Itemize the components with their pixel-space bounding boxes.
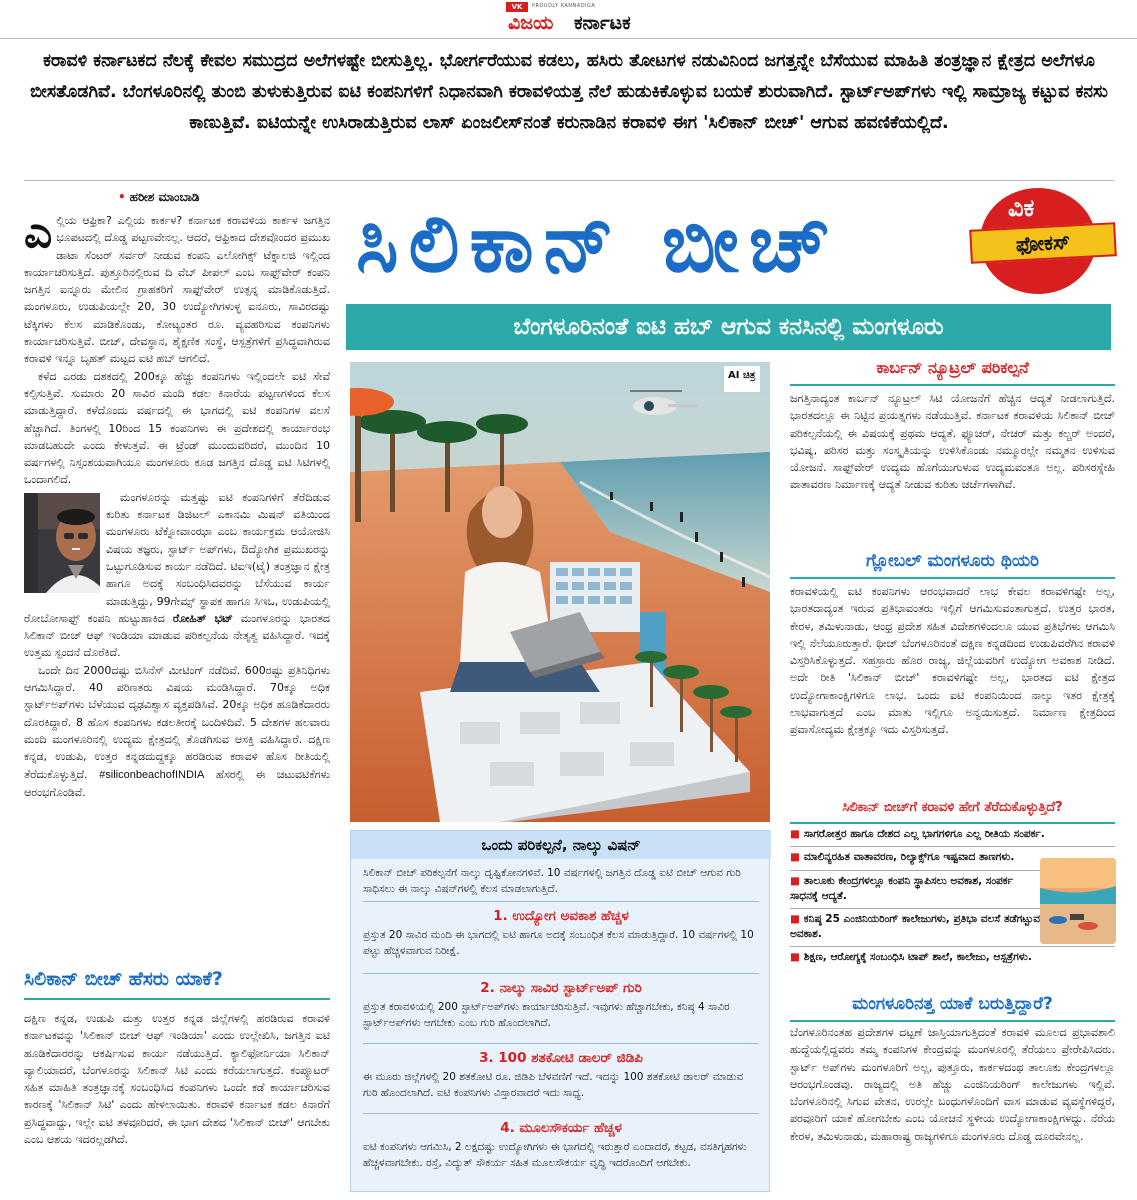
bullet-icon: ■ [790, 828, 800, 840]
vision-separator [363, 1113, 759, 1114]
vision-item-body: ಐಟಿ ಕಂಪನಿಗಳು ಆಗಮಿಸಿ, 2 ಲಕ್ಷದಷ್ಟು ಉದ್ಯೋಗಿಗಳು ಈ ಭಾಗದಲ್ಲಿ ಇರುತ್ತಾರೆ ಎಂದಾದರೆ, ಕಟ್ಟಡ, ವಸತಿಗೃಹಗಳು ಹೆಚ್ಚಳವಾಗಬೇಕು. ರಸ್ತೆ, ವಿದ್ಯುತ್ ಸೌಕರ್ಯ ಸಹಿತ ಮೂಲಸೌಕರ್ಯ ವೃದ್ಧಿ ಇದರೊಂದಿಗೆ ಆಗಬೇಕು. [363, 1141, 747, 1169]
article-paragraph-4 [24, 662, 330, 801]
lead-paragraph: ಕರಾವಳಿ ಕರ್ನಾಟಕದ ನೆಲಕ್ಕೆ ಕೇವಲ ಸಮುದ್ರದ ಅಲೆಗಳಷ್ಟೇ ಬೀಸುತ್ತಿಲ್ಲ. ಭೋರ್ಗರೆಯುವ ಕಡಲು, ಹಸಿರು ತೋಟಗಳ ನಡುವಿನಿಂದ ಜಗತ್ತನ್ನೇ ಬೆಸೆಯುವ ಮಾಹಿತಿ ತಂತ್ರಜ್ಞಾನ ಕ್ಷೇತ್ರದ ಅಲೆಗಳೂ ಬೀಸತೊಡಗಿವೆ. ಬೆಂಗಳೂರಿನಲ್ಲಿ ತುಂಬಿ ತುಳುಕುತ್ತಿರುವ ಐಟಿ ಕಂಪನಿಗಳಿಗೆ ನಿಧಾನವಾಗಿ ಕರಾವಳಿಯತ್ತ ನೆಲೆ ಹುಡುಕಿಕೊಳ್ಳುವ ಬಯಕೆ ಶುರುವಾಗಿದೆ. ಸ್ಟಾರ್ಟ್‌ಅಪ್‌ಗಳು ಇಲ್ಲಿ ಸಾಮ್ರಾಜ್ಯ ಕಟ್ಟುವ ಕನಸು ಕಾಣುತ್ತಿವೆ. ಐಟಿಯನ್ನೇ ಉಸಿರಾಡುತ್ತಿರುವ ಲಾಸ್ ಏಂಜಲೀಸ್‌ನಂತೆ ಕರುನಾಡಿನ ಕರಾವಳಿ ಈಗ 'ಸಿಲಿಕಾನ್ ಬೀಚ್' ಆಗುವ ಹವಣಿಕೆಯಲ್ಲಿದೆ. [30, 51, 1108, 133]
vision-item-title: 4. ಮೂಲಸೌಕರ್ಯ ಹೆಚ್ಚಳ [500, 1120, 622, 1136]
how-item-2-text: ಮಾಲಿನ್ಯರಹಿತ ವಾತಾವರಣ, ರಿಲ್ಯಾಕ್ಸ್‌ಗೂ ಇಷ್ಟವಾದ ತಾಣಗಳು. [803, 851, 1015, 863]
section-title-carbon: ಕಾರ್ಬನ್ ನ್ಯೂಟ್ರಲ್ ಪರಿಕಲ್ಪನೆ [876, 358, 1029, 377]
article-paragraph-2: ಕಳೆದ ಎರಡು ದಶಕದಲ್ಲಿ 200ಕ್ಕೂ ಹೆಚ್ಚು ಕಂಪನಿಗಳು ಇಲ್ಲಿಂದಲೇ ಐಟಿ ಸೇವೆ ಕಲ್ಪಿಸುತ್ತಿವೆ. ಸುಮಾರು 20 ಸಾವಿರ ಮಂದಿ ಕಡಲ ಕಿನಾರೆಯ ಪಟ್ಟಣಗಳಿಂದ ಕೆಲಸ ಮಾಡುತ್ತಿದ್ದಾರೆ. ಕಳೆದೊಂದು ವರ್ಷದಲ್ಲಿ ಈ ಭಾಗದಲ್ಲಿ ಐಟಿ ಕಂಪನಿಗಳ ವಲಸೆ ಹೆಚ್ಚಾಗಿದೆ. ತಿಂಗಳಲ್ಲಿ 10ರಿಂದ 15 ಕಂಪನಿಗಳು ಈ ಪ್ರದೇಶದಲ್ಲಿ ಕಾರ್ಯಾರಂಭ ಮಾಡಬಹುದೇ ಎಂದು ಕೇಳುತ್ತವೆ. ಈ ಟ್ರೆಂಡ್ ಮುಂದುವರಿದರೆ, ಮುಂದಿನ 10 ವರ್ಷಗಳಲ್ಲಿ ನಿಸ್ಸಂಶಯವಾಗಿಯೂ ಮಂಗಳೂರು ಕೂಡ ಜಗತ್ತಿನ ದೊಡ್ಡ ಐಟಿ ಸಿಟಿಗಳಲ್ಲಿ ಒಂದಾಗಲಿದೆ. [24, 369, 330, 487]
vision-item-4 [351, 1117, 771, 1171]
global-body: ಕರಾವಳಿಯಲ್ಲಿ ಐಟಿ ಕಂಪನಿಗಳು ಆರಂಭವಾದರೆ ಲಾಭ ಕೇವಲ ಕರಾವಳಿಗಷ್ಟೇ ಅಲ್ಲ, ಭಾರತದಾದ್ಯಂತ ಇರುವ ಪ್ರತಿಭಾವಂತರು ಇಲ್ಲಿಗೆ ಆಗಮಿಸುವಂತಾಗುತ್ತದೆ. ಉತ್ತರ ಭಾರತ, ಕೇರಳ, ತಮಿಳುನಾಡು, ಆಂಧ್ರ ಪ್ರದೇಶ ಸಹಿತ ವಿದೇಶಗಳಿಂದಲೂ ಯುವ ಪ್ರತಿಭೆಗಳು ಆಗಮಿಸಿ ಇಲ್ಲಿ ನೆಲೆಯೂರುತ್ತಾರೆ. ಥೀಚ್ ಬೆಂಗಳೂರಿನಂತೆ ದಕ್ಷಿಣ ಕನ್ನಡದಿಂದ ಉಡುಪಿವರೆಗಿನ ಕರಾವಳಿ ವಿಸ್ತರಿಸಿಕೊಳ್ಳುತ್ತದೆ. ಸಹಸ್ರಾರು ಹೊರ ರಾಜ್ಯ, ಜಿಲ್ಲೆಯವರಿಗೆ ಉದ್ಯೋಗ ಅವಕಾಶ ನೀಡಿದೆ. ಅದೇ ರೀತಿ 'ಸಿಲಿಕಾನ್ ಬೀಚ್' ಕರಾವಳಿಗಷ್ಟೇ ಅಲ್ಲ, ಭಾರತದ ಐಟಿ ಕ್ಷೇತ್ರದ ಉದ್ಯೋಗಾಕಾಂಕ್ಷಿಗಳಿಗೂ ಲಾಭ. ಒಂದು ಐಟಿ ಕಂಪನಿಯಿಂದ ನಾಲ್ಕು ಇತರ ಕ್ಷೇತ್ರಕ್ಕೆ ಲಾಭವಾಗುತ್ತದೆ ಎಂಬ ಮಾತು ಇಲ್ಲಿಗೂ ಅನ್ವಯಿಸುತ್ತದೆ. ನಿರ್ಮಾಣ ಕ್ಷೇತ್ರದಿಂದ ಪ್ರವಾಸೋದ್ಯಮ ಕ್ಷೇತ್ರಕ್ಕೂ ಇದು ವಿಸ್ತರಿಸುತ್ತದೆ. [790, 585, 1115, 737]
how-item-4-text: ಕನಿಷ್ಠ 25 ಎಂಜಿನಿಯರಿಂಗ್ ಕಾಲೇಜುಗಳು, ಪ್ರತಿಭಾ ವಲಸೆ ತಡೆಗಟ್ಟುವ ಅವಕಾಶ. [790, 913, 1040, 940]
how-item-1-text: ಸಾಗರೋತ್ತರ ಹಾಗೂ ದೇಶದ ಎಲ್ಲ ಭಾಗಗಳಿಗೂ ಎಲ್ಲ ರೀತಿಯ ಸಂಪರ್ಕ. [803, 828, 1045, 840]
vision-item-3 [351, 1047, 771, 1101]
hashtag: #siliconbeachofINDIA [99, 768, 205, 781]
article-paragraph-3-tail: ಮಂಗಳೂರನ್ನು ಭಾರತದ ಸಿಲಿಕಾನ್ ಬೀಚ್ ಆಫ್ ಇಂಡಿಯಾ ಮಾಡುವ ಪರಿಕಲ್ಪನೆಯ ನೇತೃತ್ವ ವಹಿಸಿದ್ದಾರೆ. ಇದಕ್ಕೆ ಉತ್ತಮ ಸ್ಪಂದನೆ ದೊರೆಕಿದೆ. [24, 611, 330, 660]
vision-item-1 [351, 905, 771, 959]
how-separator [790, 946, 1115, 947]
section-underline [24, 998, 330, 1000]
bullet-icon: ■ [790, 851, 800, 863]
author-photo [24, 493, 100, 593]
bullet-icon: ■ [790, 951, 800, 963]
article-paragraph-1 [24, 212, 330, 368]
article-paragraph-4-text: ಒಂದೇ ದಿನ 2000ದಷ್ಟು ಬಿಸಿನೆಸ್ ಮೀಟಿಂಗ್ ನಡೆದಿವೆ. 600ರಷ್ಟು ಪ್ರತಿನಿಧಿಗಳು ಆಗಮಿಸಿದ್ದಾರೆ. 40 ಪರಿಣತರು ವಿಷಯ ಮಂಡಿಸಿದ್ದಾರೆ. 70ಕ್ಕೂ ಅಧಿಕ ಸ್ಟಾರ್ಟ್‌ಅಪ್‌ಗಳು ಬೆಳೆಯುವ ದೃಢವಿಶ್ವಾಸ ವ್ಯಕ್ತಪಡಿಸಿವೆ. 20ಕ್ಕೂ ಅಧಿಕ ಹೂಡಿಕೆದಾರರು ದೊರಕಿದ್ದಾರೆ. 8 ಹೊಸ ಕಂಪನಿಗಳು ಕಡಲತೀರಕ್ಕೆ ಬಂದಿಳಿದಿವೆ. 5 ದೇಶಗಳ ಹಲವಾರು ಮಂದಿ ಮಂಗಳೂರಿನಲ್ಲಿ ಉದ್ಯಮ ಕ್ಷೇತ್ರದಲ್ಲಿ ತೊಡಗಿಸುವ ಆಸಕ್ತಿ ವಹಿಸಿದ್ದಾರೆ. ದಕ್ಷಿಣ ಕನ್ನಡ, ಉಡುಪಿ, ಉತ್ತರ ಕನ್ನಡದುದ್ದಕ್ಕೂ ಹರಡಿರುವ ಕರಾವಳಿ ಹೊಸ ರೀತಿಯಲ್ಲಿ ತೆರೆದುಕೊಳ್ಳುತ್ತಿದೆ. [24, 663, 330, 781]
vision-box-title: ಒಂದು ಪರಿಕಲ್ಪನೆ, ನಾಲ್ಕು ವಿಷನ್ [351, 831, 771, 859]
section-title-why: ಮಂಗಳೂರಿನತ್ತ ಯಾಕೆ ಬರುತ್ತಿದ್ದಾರೆ? [852, 994, 1053, 1014]
vision-item-body: ಪ್ರಸ್ತುತ ಕರಾವಳಿಯಲ್ಲಿ 200 ಸ್ಟಾರ್ಟ್‌ಅಪ್‌ಗಳು ಕಾರ್ಯಾಚರಿಸುತ್ತಿವೆ. ಇವುಗಳು ಹೆಚ್ಚಾಗಬೇಕು, ಕನಿಷ್ಠ 4 ಸಾವಿರ ಸ್ಟಾರ್ಟ್‌ಅಪ್‌ಗಳು ಆಗಬೇಕು ಎಂಬ ಗುರಿ ಹೊಂದಲಾಗಿದೆ. [363, 1001, 730, 1029]
bullet-icon: ■ [790, 913, 800, 925]
vision-separator [363, 973, 759, 974]
section-underline-how [790, 822, 1115, 824]
ai-image-tag: AI ಚಿತ್ರ [728, 370, 756, 381]
author-photo-image [38, 493, 100, 593]
section-underline-why [790, 1020, 1115, 1022]
left-column-article [24, 212, 330, 882]
why-body: ಬೆಂಗಳೂರಿನಂತಹ ಪ್ರದೇಶಗಳ ದಟ್ಟಣೆ ಜಾಸ್ತಿಯಾಗುತ್ತಿದಂತೆ ಕರಾವಳಿ ಮೂಲದ ಪ್ರಭಾವಶಾಲಿ ಹುದ್ದೆಯಲ್ಲಿದ್ದವರು ತಮ್ಮ ಕಂಪನಿಗಳ ಕೇಂದ್ರವನ್ನು ಮಂಗಳೂರಲ್ಲಿ ತೆರೆಯಲು ಪ್ರೇರೇಪಿಸಿದರು. ಸ್ಟಾರ್ಟ್ ಅಪ್‌ಗಳು ಮಂಗಳೂರಿಗೆ ಅಲ್ಲ, ಪುತ್ತೂರು, ಕಾರ್ಕಳದಂಥ ತಾಲೂಕು ಕೇಂದ್ರಗಳಲ್ಲೂ ಆರಂಭಗೊಂಡವು. ರಾಜ್ಯದಲ್ಲಿ ಅತಿ ಹೆಚ್ಚು ಎಂಜಿನಿಯರಿಂಗ್ ಕಾಲೇಜುಗಳು ಇಲ್ಲಿವೆ. ಬೆಂಗಳೂರಿನಲ್ಲಿ ಸಿಗುವ ವೇತನ, ಉರಲ್ಲೇ ಬಂಧುಗಳೊಂದಿಗೆ ವಾಸ ಮಾಡುವ ವ್ಯವಸ್ಥೆಗಳಿದ್ದರೆ, ಪರವೂರಿಗೆ ಯಾಕೆ ಹೋಗಬೇಕು ಎಂಬ ಯೋಚನೆ ಸ್ಥಳೀಯ ಉದ್ಯೋಗಾಕಾಂಕ್ಷಿಗಳದ್ದು. ನೆರೆಯ ಕೇರಳ, ತಮಿಳುನಾಡು, ಮಹಾರಾಷ್ಟ್ರ ರಾಜ್ಯಗಳಿಗೂ ಮಂಗಳೂರು ದೊಡ್ಡ ದೂರವೇನಲ್ಲ. [790, 1026, 1115, 1143]
silicon-name-body: ದಕ್ಷಿಣ ಕನ್ನಡ, ಉಡುಪಿ ಮತ್ತು ಉತ್ತರ ಕನ್ನಡ ಜಿಲ್ಲೆಗಳಲ್ಲಿ ಹರಡಿರುವ ಕರಾವಳಿ ಕರ್ನಾಟಕವನ್ನು 'ಸಿಲಿಕಾನ್ ಬೀಚ್ ಆಫ್ ಇಂಡಿಯಾ' ಎಂದು ಉಲ್ಲೇಖಿಸಿ, ಜಗತ್ತಿನ ಐಟಿ ಹೂಡಿಕೆದಾರರನ್ನು ಆಕರ್ಷಿಸುವ ಕಾರ್ಯ ನಡೆಯುತ್ತಿದೆ. ಕ್ಯಾಲಿಫೋರ್ನಿಯಾ ಸಿಲಿಕಾನ್ ವ್ಯಾಲಿಯಾದರೆ, ಬೆಂಗಳೂರನ್ನು ಸಿಲಿಕಾನ್ ಸಿಟಿ ಎಂದು ಕರೆಯಲಾಗುತ್ತದೆ. ಕಂಪ್ಯೂಟರ್ ಸಹಿತ ಮಾಹಿತಿ ತಂತ್ರಜ್ಞಾನಕ್ಕೆ ಸಂಬಂಧಿಸಿದ ಕಂಪನಿಗಳು ಒಂದೇ ಕಡೆ ಕಾರ್ಯಾಚರಿಸುವ ಕಾರಣಕ್ಕೆ 'ಸಿಲಿಕಾನ್ ಸಿಟಿ' ಎಂದು ಹೇಳಲಾಯಿತು. ಕರಾವಳಿ ಕರ್ನಾಟಕ ಕಡಲ ಕಿನಾರೆಗೆ ಪ್ರಸಿದ್ಧವಾದ್ದು, ಇಲ್ಲೇ ಐಟಿ ತಳವೂರಿದರೆ, ಈ ಭಾಗ ದೇಶದ 'ಸಿಲಿಕಾನ್ ಬೀಚ್' ಆಗಬೇಕು ಎಂಬ ಆಶಯ ಇದರಲ್ಲಡಗಿದೆ. [24, 1012, 330, 1147]
lead-rule [24, 180, 1114, 181]
section-underline-global [790, 577, 1115, 579]
how-item-3 [790, 874, 1040, 904]
beach-thumbnail-svg [1040, 858, 1116, 944]
byline [118, 190, 318, 208]
vision-separator [363, 1043, 759, 1044]
how-item-3-text: ತಾಲೂಕು ಕೇಂದ್ರಗಳಲ್ಲೂ ಕಂಪನಿ ಸ್ಥಾಪಿಸಲು ಅವಕಾಶ, ಸಂಪರ್ಕ ಸಾಧನಕ್ಕೆ ಆದ್ಯತೆ. [790, 875, 1013, 902]
section-underline-carbon [790, 384, 1115, 386]
article-paragraph-1-text: ಲ್ಲಿಯ ಆಫ್ರಿಕಾ? ಎಲ್ಲಿಯ ಕಾರ್ಕಳ? ಕರ್ನಾಟಕ ಕರಾವಳಿಯ ಕಾರ್ಕಳ ಜಗತ್ತಿನ ಭೂಪಟದಲ್ಲಿ ದೊಡ್ಡ ಪಟ್ಟಣವೇನಲ್ಲ. ಆದರೆ, ಆಫ್ರಿಕಾದ ದೇಶವೊಂದರ ಪ್ರಮುಖ ಡಾಟಾ ಸೆಂಟರ್ ಸರ್ವರ್ ನೀಡುವ ಕಂಪನಿ ಎಲೋಗಿಕ್ಸ್ ಟೆಕ್ನಾಲಜಿ ಇಲ್ಲಿಂದ ಕಾರ್ಯಾಚರಿಸುತ್ತಿದೆ. ಪುತ್ತೂರಿನಲ್ಲಿರುವ ದಿ ವೆಬ್ ಪೀಪಲ್ ಎಂಬ ಸಾಫ್ಟ್‌ವೇರ್ ಕಂಪನಿ ಜಗತ್ತಿನ ಐನ್ನೂರು ಮೇಲಿನ ಗ್ರಾಹಕರಿಗೆ ಸಾಫ್ಟ್‌ವೇರ್ ಉತ್ಪನ್ನ ಮಾಡಿಕೊಡುತ್ತಿದೆ. ಮಂಗಳೂರು, ಉಡುಪಿಯಲ್ಲೇ 20, 30 ಉದ್ಯೋಗಿಗಳುಳ್ಳ ಐನೂರು, ಸಾವಿರದಷ್ಟು ಟೆಕ್ಕಿಗಳು ಕೆಲಸ ಮಾಡಿಕೊಂಡು, ಕೋಟ್ಯಂತರ ರೂ. ವ್ಯವಹರಿಸುವ ಕಂಪನಿಗಳು ಕಾರ್ಯಾಚರಿಸುತ್ತಿವೆ. ಬೀಚ್, ದೇವಸ್ಥಾನ, ಶೈಕ್ಷಣಿಕ ಸಂಸ್ಥೆ, ಆಸ್ಪತ್ರೆಗಳಿಗೆ ಪ್ರಸಿದ್ಧವಾಗಿರುವ ಕರಾವಳಿ ಇನ್ನೂ ಬೃಹತ್ ಮಟ್ಟದ ಐಟಿ ಹಬ್ ಆಗಲಿದೆ. [24, 214, 330, 366]
how-separator [790, 846, 1115, 847]
subhead-band: ಬೆಂಗಳೂರಿನಂತೆ ಐಟಿ ಹಬ್ ಆಗುವ ಕನಸಿನಲ್ಲಿ ಮಂಗಳೂರು [346, 304, 1111, 350]
vision-item-title: 2. ನಾಲ್ಕು ಸಾವಿರ ಸ್ಟಾರ್ಟ್‌ಅಪ್ ಗುರಿ [480, 980, 642, 996]
article-paragraph-3-text: ಮಂಗಳೂರನ್ನು ಮತ್ತಷ್ಟು ಐಟಿ ಕಂಪನಿಗಳಿಗೆ ತೆರೆದಿಡುವ ಕುರಿತು ಕರ್ನಾಟಕ ಡಿಜಿಟಲ್ ಎಕಾನಮಿ ಮಿಷನ್ ವತಿಯಿಂದ ಮಂಗಳೂರು ಟೆಕ್ನೋವಾಂಝಾ ಎಂಬ ಕಾರ್ಯಕ್ರಮ ಆಯೋಜಿಸಿ ವಿಷಯ ತಜ್ಞರು, ಸ್ಟಾರ್ಟ್ ಅಪ್‌ಗಳು, ಔದ್ಯೋಗಿಕ ಪ್ರಮುಖರನ್ನು ಒಟ್ಟುಗೂಡಿಸುವ ಕಾರ್ಯ ನಡೆದಿದೆ. ಟಿಐಇ(ಟೈ) ತಂತ್ರಜ್ಞಾನ ಕ್ಷೇತ್ರ ಹಾಗೂ ಅದಕ್ಕೆ ಸಂಬಂಧಿಸಿದವರನ್ನು ಬೆಸೆಯುವ ಕಾರ್ಯ ಮಾಡುತ್ತಿದ್ದು, 99ಗೇಮ್ಸ್ ಸ್ಥಾಪಕ ಹಾಗೂ ಸಿಇಒ, ಉಡುಪಿಯಲ್ಲಿ ರೋಬೋಸಾಫ್ಟ್ ಕಂಪನಿ ಹುಟ್ಟುಹಾಕಿದ [24, 490, 330, 625]
badge-label-vik: ವಿಕ [1008, 194, 1035, 222]
section-heading-silicon-name [24, 968, 330, 1002]
vision-item-body: ಪ್ರಸ್ತುತ 20 ಸಾವಿರ ಮಂದಿ ಈ ಭಾಗದಲ್ಲಿ ಐಟಿ ಹಾಗೂ ಅದಕ್ಕೆ ಸಂಬಂಧಿತ ಕೆಲಸ ಮಾಡುತ್ತಿದ್ದಾರೆ. 10 ವರ್ಷಗಳಲ್ಲಿ 10 ಪಟ್ಟು ಹೆಚ್ಚಳವಾಗುವ ನಿರೀಕ್ಷೆ. [363, 929, 754, 957]
masthead-tagline: PROUDLY KANNADIGA [532, 3, 596, 9]
person-name-rohit-bhat: ರೋಹಿತ್ ಭಟ್ [172, 611, 233, 625]
section-title: ಸಿಲಿಕಾನ್ ಬೀಚ್ ಹೆಸರು ಯಾಕೆ? [24, 968, 223, 990]
byline-author: ಹರೀಶ ಮಾಂಬಾಡಿ [129, 190, 200, 204]
vik-focus-badge [970, 188, 1116, 294]
how-item-1 [790, 827, 1115, 842]
section-title-global: ಗ್ಲೋಬಲ್ ಮಂಗಳೂರು ಥಿಯರಿ [865, 551, 1040, 571]
how-item-4 [790, 912, 1040, 942]
how-item-5-text: ಶಿಕ್ಷಣ, ಆರೋಗ್ಯಕ್ಕೆ ಸಂಬಂಧಿಸಿ ಟಾಪ್ ಶಾಲೆ, ಕಾಲೇಜು, ಆಸ್ಪತ್ರೆಗಳು. [803, 951, 1032, 963]
vision-item-title: 1. ಉದ್ಯೋಗ ಅವಕಾಶ ಹೆಚ್ಚಳ [493, 908, 629, 924]
vision-separator [363, 901, 759, 902]
vision-item-body: ಈ ಮೂರು ಜಿಲ್ಲೆಗಳಲ್ಲಿ 20 ಶತಕೋಟಿ ರೂ. ಜಿಡಿಪಿ ಬೆಳವಣಿಗೆ ಇದೆ. ಇದನ್ನು 100 ಶತಕೋಟಿ ಡಾಲರ್ ಮಾಡುವ ಗುರಿ ಹೊಂದಲಾಗಿದೆ. ಐಟಿ ಕಂಪನಿಗಳು ವಿಸ್ತಾರವಾದರೆ ಇದು ಸಾಧ್ಯ. [363, 1071, 744, 1099]
beach-illustration-svg [350, 362, 770, 822]
vision-item-title: 3. 100 ಶತಕೋಟಿ ಡಾಲರ್ ಜಿಡಿಪಿ [479, 1050, 643, 1066]
beach-thumbnail-image [1040, 858, 1116, 944]
ai-illustration-beach [350, 362, 770, 822]
vision-intro: ಸಿಲಿಕಾನ್ ಬೀಚ್ ಪರಿಕಲ್ಪನೆಗೆ ನಾಲ್ಕು ದೃಷ್ಟಿಕೋನಗಳಿವೆ. 10 ವರ್ಷಗಳಲ್ಲಿ ಜಗತ್ತಿನ ದೊಡ್ಡ ಐಟಿ ಬೀಚ್ ಆಗುವ ಗುರಿ ಸಾಧಿಸಲು ಈ ನಾಲ್ಕು ವಿಷನ್‌ಗಳಲ್ಲಿ ಕೆಲಸ ಮಾಡಲಾಗುತ್ತಿದೆ. [363, 867, 741, 895]
carbon-body: ಜಗತ್ತಿನಾದ್ಯಂತ ಕಾರ್ಬನ್ ನ್ಯೂಟ್ರಲ್ ಸಿಟಿ ಯೋಜನೆಗೆ ಹೆಚ್ಚಿನ ಆದ್ಯತೆ ನೀಡಲಾಗುತ್ತಿದೆ. ಭಾರತದಲ್ಲೂ ಈ ನಿಟ್ಟಿನ ಪ್ರಯತ್ನಗಳು ನಡೆಯುತ್ತಿವೆ. ಕರ್ನಾಟಕ ಕರಾವಳಿಯ ಸಿಲಿಕಾನ್ ಬೀಚ್ ಪರಿಕಲ್ಪನೆಯಲ್ಲಿ ಈ ವಿಷಯಕ್ಕೆ ಪ್ರಥಮ ಆದ್ಯತೆ. ಫ್ಯೂಚರ್, ನೇಚರ್ ಮತ್ತು ಕಲ್ಚರ್ ಅಂದರೆ, ಭವಿಷ್ಯ, ಪರಿಸರ ಮತ್ತು ಸಂಸ್ಕೃತಿಯನ್ನು ಉಳಿಸಿಕೊಂಡು ನಮ್ಮೂರಲ್ಲೇ ನಮ್ಮತನ ಉಳಿಸುವ ಯೋಜನೆ. ಸಾಫ್ಟ್‌ವೇರ್ ಉದ್ಯಮ ಹೊಗೆಯುಗುಳುವ ಉದ್ಯಮವಂತೂ ಅಲ್ಲ. ಪರಿಸರಸ್ನೇಹಿ ವಾತಾವರಣ ನಿರ್ಮಾಣಕ್ಕೆ ಆದ್ಯತೆ ನೀಡುವ ಕುರಿತು ಚರ್ಚೆಗಳಾಗಿವೆ. [790, 392, 1115, 492]
dropcap: ಎ [24, 212, 53, 258]
byline-bullet-icon: • [118, 190, 126, 204]
vk-logo-badge: VK [506, 2, 528, 12]
vision-box [350, 830, 770, 1192]
how-separator [790, 908, 1040, 909]
article-paragraph-3 [24, 489, 330, 662]
masthead-title-part1: ವಿಜಯ [508, 12, 554, 34]
how-separator [790, 870, 1040, 871]
vision-item-2 [351, 977, 771, 1031]
masthead-rule [0, 38, 1137, 39]
how-item-5 [790, 950, 1115, 965]
masthead [0, 0, 1137, 40]
bullet-icon: ■ [790, 875, 800, 887]
headline: ಸಿಲಿಕಾನ್ ಬೀಚ್ [356, 197, 840, 290]
masthead-title-part2: ಕರ್ನಾಟಕ [574, 12, 631, 34]
section-title-how: ಸಿಲಿಕಾನ್ ಬೀಚ್‌ಗೆ ಕರಾವಳಿ ಹೇಗೆ ತೆರೆದುಕೊಳ್ಳುತ್ತಿದೆ? [842, 800, 1063, 815]
article-paragraph-4-tail: ಹೆಸರಲ್ಲಿ ಈ ಚಟುವಟಿಕೆಗಳು ಆರಂಭಗೊಂಡಿವೆ. [24, 767, 330, 799]
badge-label-focus: ಫೋಕಸ್ [969, 222, 1117, 264]
